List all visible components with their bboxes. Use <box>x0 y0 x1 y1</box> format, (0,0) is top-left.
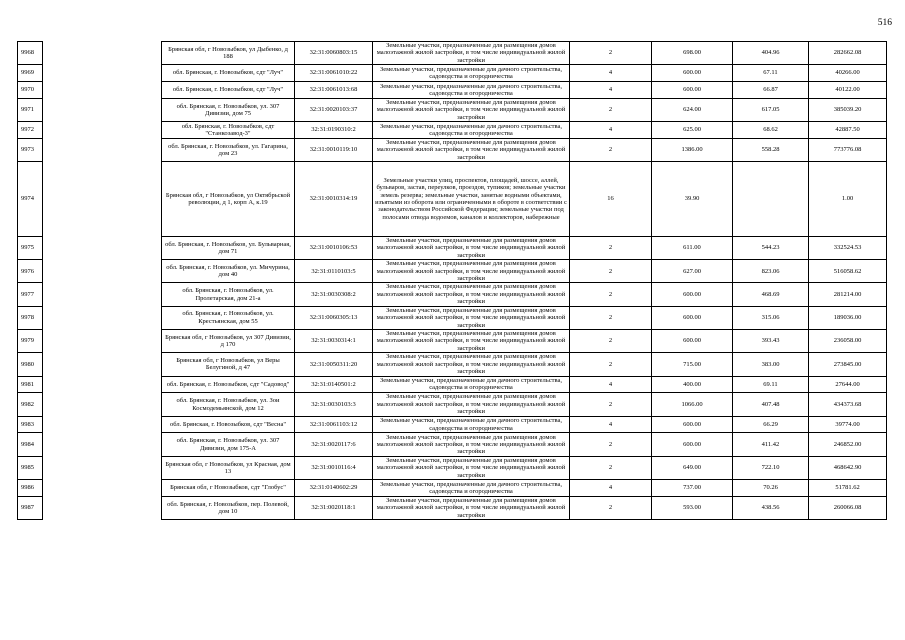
land-purpose-cell: Земельные участки, предназначенные для размещения домов малоэтажной жилой застройки, в том числе индивидуальной жилой застройки <box>373 353 570 376</box>
page-number: 516 <box>877 18 892 28</box>
empty-gap-cell <box>43 138 162 161</box>
address-cell: обл. Брянская, г. Новозыбков, ул. 307 Дивизии, дом 175-А <box>162 433 295 456</box>
row-number: 9975 <box>18 236 43 259</box>
address-cell: обл. Брянская, г. Новозыбков, ул. Мичурина, дом 40 <box>162 260 295 283</box>
land-purpose-cell: Земельные участки, предназначенные для размещения домов малоэтажной жилой застройки, в том числе индивидуальной жилой застройки <box>373 393 570 416</box>
row-number: 9970 <box>18 82 43 99</box>
empty-gap-cell <box>43 98 162 121</box>
cadastral-value-table <box>17 41 887 520</box>
empty-gap-cell <box>43 42 162 65</box>
group-cell: 2 <box>570 236 652 259</box>
specific-value-cell: 393.43 <box>733 329 809 352</box>
table-row <box>18 416 887 433</box>
empty-gap-cell <box>43 122 162 139</box>
area-cell: 600.00 <box>652 82 733 99</box>
cadastral-number-cell: 32:31:0030308:2 <box>295 283 373 306</box>
table-row <box>18 376 887 393</box>
cadastral-number-cell: 32:31:0020118:1 <box>295 496 373 519</box>
address-cell: Брянская обл, г Новозыбков, ул Красная, дом 13 <box>162 456 295 479</box>
specific-value-cell: 66.87 <box>733 82 809 99</box>
cadastral-number-cell: 32:31:0140602:29 <box>295 480 373 497</box>
land-purpose-cell: Земельные участки, предназначенные для размещения домов малоэтажной жилой застройки, в том числе индивидуальной жилой застройки <box>373 496 570 519</box>
table-row <box>18 306 887 329</box>
land-purpose-cell: Земельные участки, предназначенные для размещения домов малоэтажной жилой застройки, в том числе индивидуальной жилой застройки <box>373 456 570 479</box>
row-number: 9982 <box>18 393 43 416</box>
cadastral-value-cell: 40122.00 <box>809 82 887 99</box>
cadastral-value-cell: 516058.62 <box>809 260 887 283</box>
cadastral-number-cell: 32:31:0050311:20 <box>295 353 373 376</box>
group-cell: 2 <box>570 456 652 479</box>
table-row <box>18 353 887 376</box>
address-cell: обл. Брянская, г. Новозыбков, сдт "Весна" <box>162 416 295 433</box>
row-number: 9968 <box>18 42 43 65</box>
group-cell: 2 <box>570 283 652 306</box>
table-row <box>18 162 887 237</box>
specific-value-cell: 70.26 <box>733 480 809 497</box>
area-cell: 600.00 <box>652 65 733 82</box>
specific-value-cell: 404.96 <box>733 42 809 65</box>
empty-gap-cell <box>43 283 162 306</box>
table-row <box>18 236 887 259</box>
land-purpose-cell: Земельные участки, предназначенные для дачного строительства, садоводства и огородничества <box>373 82 570 99</box>
address-cell: обл. Брянская, г. Новозыбков, ул. Гагарина, дом 23 <box>162 138 295 161</box>
cadastral-number-cell: 32:31:0190310:2 <box>295 122 373 139</box>
table-row <box>18 283 887 306</box>
group-cell: 2 <box>570 98 652 121</box>
group-cell: 2 <box>570 433 652 456</box>
group-cell: 2 <box>570 329 652 352</box>
cadastral-number-cell: 32:31:0010314:19 <box>295 162 373 237</box>
address-cell: обл. Брянская, г. Новозыбков, сдт "Луч" <box>162 65 295 82</box>
area-cell: 611.00 <box>652 236 733 259</box>
cadastral-number-cell: 32:31:0061010:22 <box>295 65 373 82</box>
cadastral-value-cell: 273845.00 <box>809 353 887 376</box>
address-cell: обл. Брянская, г. Новозыбков, ул. Крестьянская, дом 55 <box>162 306 295 329</box>
specific-value-cell: 438.56 <box>733 496 809 519</box>
table-body <box>18 42 887 520</box>
area-cell: 624.00 <box>652 98 733 121</box>
table-row <box>18 260 887 283</box>
specific-value-cell: 544.23 <box>733 236 809 259</box>
address-cell: обл. Брянская, г. Новозыбков, сдт "Садовод" <box>162 376 295 393</box>
area-cell: 627.00 <box>652 260 733 283</box>
cadastral-number-cell: 32:31:0060305:13 <box>295 306 373 329</box>
area-cell: 715.00 <box>652 353 733 376</box>
cadastral-value-cell: 282662.08 <box>809 42 887 65</box>
row-number: 9973 <box>18 138 43 161</box>
table-row <box>18 82 887 99</box>
empty-gap-cell <box>43 496 162 519</box>
table-row <box>18 433 887 456</box>
cadastral-value-cell: 260066.08 <box>809 496 887 519</box>
land-purpose-cell: Земельные участки, предназначенные для дачного строительства, садоводства и огородничества <box>373 376 570 393</box>
row-number: 9977 <box>18 283 43 306</box>
empty-gap-cell <box>43 480 162 497</box>
cadastral-value-cell: 27644.00 <box>809 376 887 393</box>
row-number: 9971 <box>18 98 43 121</box>
empty-gap-cell <box>43 329 162 352</box>
land-purpose-cell: Земельные участки, предназначенные для размещения домов малоэтажной жилой застройки, в том числе индивидуальной жилой застройки <box>373 236 570 259</box>
land-purpose-cell: Земельные участки, предназначенные для размещения домов малоэтажной жилой застройки, в том числе индивидуальной жилой застройки <box>373 98 570 121</box>
empty-gap-cell <box>43 306 162 329</box>
land-purpose-cell: Земельные участки, предназначенные для дачного строительства, садоводства и огородничества <box>373 122 570 139</box>
specific-value-cell: 823.06 <box>733 260 809 283</box>
specific-value-cell: 383.00 <box>733 353 809 376</box>
area-cell: 600.00 <box>652 416 733 433</box>
empty-gap-cell <box>43 393 162 416</box>
table-row <box>18 42 887 65</box>
land-purpose-cell: Земельные участки, предназначенные для размещения домов малоэтажной жилой застройки, в том числе индивидуальной жилой застройки <box>373 433 570 456</box>
cadastral-number-cell: 32:31:0010116:4 <box>295 456 373 479</box>
specific-value-cell: 468.69 <box>733 283 809 306</box>
land-purpose-cell: Земельные участки улиц, проспектов, площадей, шоссе, аллей, бульваров, застав, переулков, проездов, тупиков; земельные участки земель резерва; земельные участки, занятые водными объектами, изъятыми из оборота или ограниченными в обороте в соответствии с законодательством Российской Федерации; земельные участки под полосами отвода водоемов, каналов и коллекторов, набережные <box>373 162 570 237</box>
table-row <box>18 496 887 519</box>
land-purpose-cell: Земельные участки, предназначенные для размещения домов малоэтажной жилой застройки, в том числе индивидуальной жилой застройки <box>373 329 570 352</box>
cadastral-number-cell: 32:31:0061013:68 <box>295 82 373 99</box>
address-cell: обл. Брянская, г. Новозыбков, ул. Пролетарская, дом 21-а <box>162 283 295 306</box>
group-cell: 2 <box>570 42 652 65</box>
specific-value-cell: 66.29 <box>733 416 809 433</box>
cadastral-value-cell: 42887.50 <box>809 122 887 139</box>
cadastral-number-cell: 32:31:0010106:53 <box>295 236 373 259</box>
address-cell: обл. Брянская, г. Новозыбков, пер. Полевой, дом 10 <box>162 496 295 519</box>
table-row <box>18 480 887 497</box>
group-cell: 2 <box>570 353 652 376</box>
row-number: 9987 <box>18 496 43 519</box>
area-cell: 625.00 <box>652 122 733 139</box>
address-cell: обл. Брянская, г. Новозыбков, сдт "Станкозавод-3" <box>162 122 295 139</box>
address-cell: Брянская обл, г Новозыбков, ул Дыбенко, д 188 <box>162 42 295 65</box>
area-cell: 649.00 <box>652 456 733 479</box>
area-cell: 600.00 <box>652 433 733 456</box>
address-cell: Брянская обл, г Новозыбков, ул 307 Дивизии, д 170 <box>162 329 295 352</box>
area-cell: 600.00 <box>652 329 733 352</box>
group-cell: 4 <box>570 122 652 139</box>
row-number: 9983 <box>18 416 43 433</box>
cadastral-value-cell: 51781.62 <box>809 480 887 497</box>
empty-gap-cell <box>43 456 162 479</box>
table-row <box>18 138 887 161</box>
cadastral-value-cell: 39774.00 <box>809 416 887 433</box>
land-purpose-cell: Земельные участки, предназначенные для размещения домов малоэтажной жилой застройки, в том числе индивидуальной жилой застройки <box>373 283 570 306</box>
area-cell: 737.00 <box>652 480 733 497</box>
empty-gap-cell <box>43 65 162 82</box>
land-purpose-cell: Земельные участки, предназначенные для дачного строительства, садоводства и огородничества <box>373 416 570 433</box>
specific-value-cell: 617.05 <box>733 98 809 121</box>
row-number: 9981 <box>18 376 43 393</box>
cadastral-number-cell: 32:31:0061103:12 <box>295 416 373 433</box>
empty-gap-cell <box>43 376 162 393</box>
cadastral-value-cell: 1.00 <box>809 162 887 237</box>
address-cell: обл. Брянская, г. Новозыбков, ул. 307 Дивизии, дом 75 <box>162 98 295 121</box>
cadastral-value-cell: 468642.90 <box>809 456 887 479</box>
cadastral-value-cell: 281214.00 <box>809 283 887 306</box>
empty-gap-cell <box>43 236 162 259</box>
address-cell: Брянская обл, г Новозыбков, ул Октябрьской революции, д 1, корп А, к.19 <box>162 162 295 237</box>
cadastral-number-cell: 32:31:0030314:1 <box>295 329 373 352</box>
group-cell: 2 <box>570 496 652 519</box>
cadastral-number-cell: 32:31:0020103:37 <box>295 98 373 121</box>
area-cell: 1386.00 <box>652 138 733 161</box>
specific-value-cell: 69.11 <box>733 376 809 393</box>
cadastral-value-cell: 773776.08 <box>809 138 887 161</box>
group-cell: 16 <box>570 162 652 237</box>
row-number: 9974 <box>18 162 43 237</box>
area-cell: 400.00 <box>652 376 733 393</box>
empty-gap-cell <box>43 260 162 283</box>
land-purpose-cell: Земельные участки, предназначенные для дачного строительства, садоводства и огородничества <box>373 480 570 497</box>
group-cell: 2 <box>570 260 652 283</box>
specific-value-cell: 558.28 <box>733 138 809 161</box>
row-number: 9972 <box>18 122 43 139</box>
empty-gap-cell <box>43 353 162 376</box>
row-number: 9984 <box>18 433 43 456</box>
land-purpose-cell: Земельные участки, предназначенные для размещения домов малоэтажной жилой застройки, в том числе индивидуальной жилой застройки <box>373 42 570 65</box>
address-cell: обл. Брянская, г. Новозыбков, сдт "Луч" <box>162 82 295 99</box>
row-number: 9976 <box>18 260 43 283</box>
address-cell: Брянская обл, г Новозыбков, ул Веры Белугиной, д 47 <box>162 353 295 376</box>
specific-value-cell <box>733 162 809 237</box>
table-row <box>18 329 887 352</box>
specific-value-cell: 407.48 <box>733 393 809 416</box>
cadastral-number-cell: 32:31:0020117:6 <box>295 433 373 456</box>
specific-value-cell: 411.42 <box>733 433 809 456</box>
group-cell: 2 <box>570 138 652 161</box>
row-number: 9986 <box>18 480 43 497</box>
cadastral-number-cell: 32:31:0010119:10 <box>295 138 373 161</box>
empty-gap-cell <box>43 162 162 237</box>
land-purpose-cell: Земельные участки, предназначенные для дачного строительства, садоводства и огородничества <box>373 65 570 82</box>
group-cell: 4 <box>570 65 652 82</box>
area-cell: 698.00 <box>652 42 733 65</box>
row-number: 9980 <box>18 353 43 376</box>
group-cell: 2 <box>570 393 652 416</box>
land-purpose-cell: Земельные участки, предназначенные для размещения домов малоэтажной жилой застройки, в том числе индивидуальной жилой застройки <box>373 306 570 329</box>
area-cell: 600.00 <box>652 283 733 306</box>
specific-value-cell: 315.06 <box>733 306 809 329</box>
cadastral-value-cell: 332524.53 <box>809 236 887 259</box>
address-cell: обл. Брянская, г. Новозыбков, ул. Зои Космодемьянской, дом 12 <box>162 393 295 416</box>
row-number: 9985 <box>18 456 43 479</box>
table-row <box>18 456 887 479</box>
address-cell: Брянская обл, г Новозыбков, сдт "Глобус" <box>162 480 295 497</box>
table-row <box>18 122 887 139</box>
area-cell: 600.00 <box>652 306 733 329</box>
specific-value-cell: 722.10 <box>733 456 809 479</box>
group-cell: 2 <box>570 306 652 329</box>
empty-gap-cell <box>43 433 162 456</box>
cadastral-value-cell: 246852.00 <box>809 433 887 456</box>
cadastral-number-cell: 32:31:0110103:5 <box>295 260 373 283</box>
area-cell: 593.00 <box>652 496 733 519</box>
cadastral-value-cell: 40266.00 <box>809 65 887 82</box>
cadastral-value-cell: 236058.00 <box>809 329 887 352</box>
land-purpose-cell: Земельные участки, предназначенные для размещения домов малоэтажной жилой застройки, в том числе индивидуальной жилой застройки <box>373 260 570 283</box>
land-purpose-cell: Земельные участки, предназначенные для размещения домов малоэтажной жилой застройки, в том числе индивидуальной жилой застройки <box>373 138 570 161</box>
area-cell: 1066.00 <box>652 393 733 416</box>
cadastral-value-cell: 434373.68 <box>809 393 887 416</box>
row-number: 9969 <box>18 65 43 82</box>
cadastral-value-cell: 385039.20 <box>809 98 887 121</box>
empty-gap-cell <box>43 82 162 99</box>
cadastral-number-cell: 32:31:0030103:3 <box>295 393 373 416</box>
area-cell: 39.90 <box>652 162 733 237</box>
group-cell: 4 <box>570 416 652 433</box>
group-cell: 4 <box>570 82 652 99</box>
specific-value-cell: 67.11 <box>733 65 809 82</box>
group-cell: 4 <box>570 376 652 393</box>
table-row <box>18 98 887 121</box>
row-number: 9979 <box>18 329 43 352</box>
table-row <box>18 393 887 416</box>
specific-value-cell: 68.62 <box>733 122 809 139</box>
row-number: 9978 <box>18 306 43 329</box>
cadastral-number-cell: 32:31:0140501:2 <box>295 376 373 393</box>
address-cell: обл. Брянская, г. Новозыбков, ул. Бульварная, дом 71 <box>162 236 295 259</box>
group-cell: 4 <box>570 480 652 497</box>
table-row <box>18 65 887 82</box>
cadastral-number-cell: 32:31:0060803:15 <box>295 42 373 65</box>
cadastral-value-cell: 189036.00 <box>809 306 887 329</box>
empty-gap-cell <box>43 416 162 433</box>
